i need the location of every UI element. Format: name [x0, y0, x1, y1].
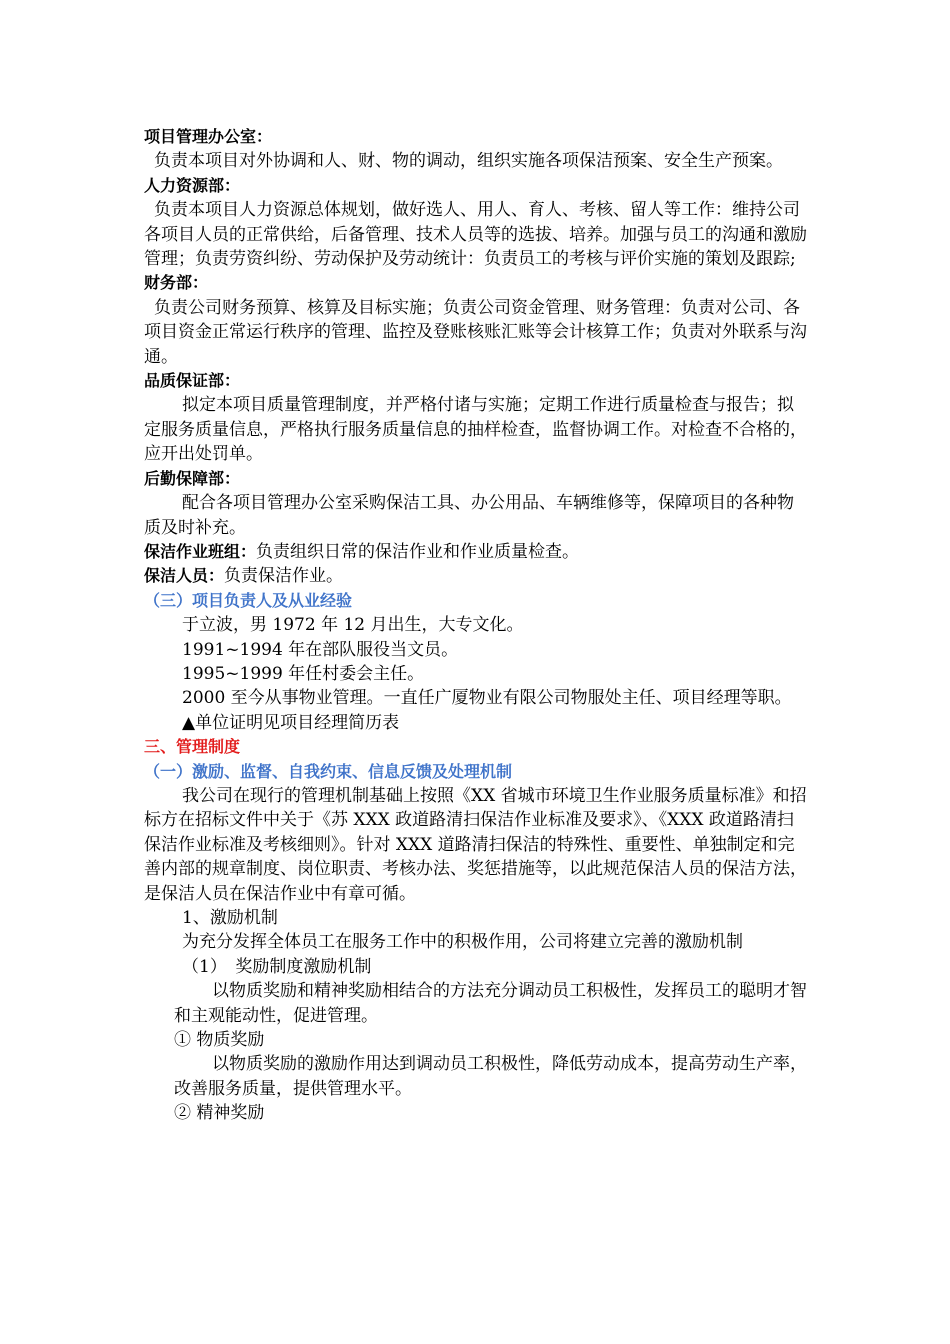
manager-line: 1995~1999 年任村委会主任。 [182, 663, 425, 684]
point1-text: 以物质奖励的激励作用达到调动员工积极性，降低劳动成本，提高劳动生产率，改善服务质量，提供管理水平。 [174, 1054, 807, 1099]
section-heading-logistics: 后勤保障部： [144, 468, 241, 488]
section-heading-quality: 品质保证部： [144, 371, 241, 391]
system-subheading: （一）激励、监督、自我约束、信息反馈及处理机制 [144, 761, 513, 781]
point2-title: ② 精神奖励 [174, 1103, 265, 1124]
system-heading: 三、管理制度 [144, 737, 241, 757]
inline-text: 负责组织日常的保洁作业和作业质量检查。 [256, 541, 580, 562]
manager-line: 于立波，男 1972 年 12 月出生，大专文化。 [182, 615, 524, 636]
item1-text: 为充分发挥全体员工在服务工作中的积极作用，公司将建立完善的激励机制 [182, 932, 743, 953]
section-heading-project-office: 项目管理办公室： [144, 127, 273, 146]
manager-line: 1991~1994 年在部队服役当文员。 [182, 639, 459, 660]
section-body-finance: 负责公司财务预算、核算及目标实施；负责公司资金管理、财务管理：负责对公司、各项目资金正常运行秩序的管理、监控及登账核账汇账等会计核算工作；负责对外联系与沟通。 [144, 297, 807, 367]
inline-text: 负责保洁作业。 [224, 566, 344, 587]
inline-item-cleaners [144, 564, 808, 588]
inline-label: 保洁作业班组： [144, 541, 257, 561]
sub1-text: 以物质奖励和精神奖励相结合的方法充分调动员工积极性，发挥员工的聪明才智和主观能动性，促进管理。 [174, 981, 807, 1026]
inline-label: 保洁人员： [144, 566, 225, 586]
document-body [144, 125, 808, 1126]
section-heading-hr: 人力资源部： [144, 175, 241, 195]
sub1-title: （1） 奖励制度激励机制 [182, 956, 372, 977]
manager-note: ▲单位证明见项目经理简历表 [182, 712, 400, 733]
section-body-project-office: 负责本项目对外协调和人、财、物的调动，组织实施各项保洁预案、安全生产预案。 [154, 151, 783, 172]
item1-title: 1、激励机制 [182, 908, 278, 928]
manager-heading: （三）项目负责人及从业经验 [144, 590, 353, 610]
system-intro: 我公司在现行的管理机制基础上按照《XX 省城市环境卫生作业服务质量标准》和招标方在招标文件中关于《苏 XXX 政道路清扫保洁作业标准及要求》、《XXX 政道路清扫保洁作业标准及考核细则》。针对 XXX 道路清扫保洁的特殊性、重要性、单独制定和完善内部的规章制度、岗位职责、考核办法、奖惩措施等，以此规范保洁人员的保洁方法，是保洁人员在保洁作业中有章可循。 [144, 785, 807, 904]
manager-line: 2000 至今从事物业管理。一直任广厦物业有限公司物服处主任、项目经理等职。 [182, 688, 792, 709]
section-body-logistics: 配合各项目管理办公室采购保洁工具、办公用品、车辆维修等，保障项目的各种物质及时补充。 [144, 493, 794, 538]
point1-title: ① 物质奖励 [174, 1030, 265, 1051]
section-body-quality: 拟定本项目质量管理制度，并严格付诸与实施；定期工作进行质量检查与报告；拟定服务质量信息，严格执行服务质量信息的抽样检查，监督协调工作。对检查不合格的，应开出处罚单。 [144, 395, 807, 465]
section-body-hr: 负责本项目人力资源总体规划，做好选人、用人、育人、考核、留人等工作：维持公司各项目人员的正常供给，后备管理、技术人员等的选拔、培养。加强与员工的沟通和激励管理；负责劳资纠纷、劳动保护及劳动统计：负责员工的考核与评价实施的策划及跟踪; [144, 200, 807, 270]
section-heading-finance: 财务部： [144, 273, 209, 293]
inline-item-cleaning-team [144, 540, 808, 564]
